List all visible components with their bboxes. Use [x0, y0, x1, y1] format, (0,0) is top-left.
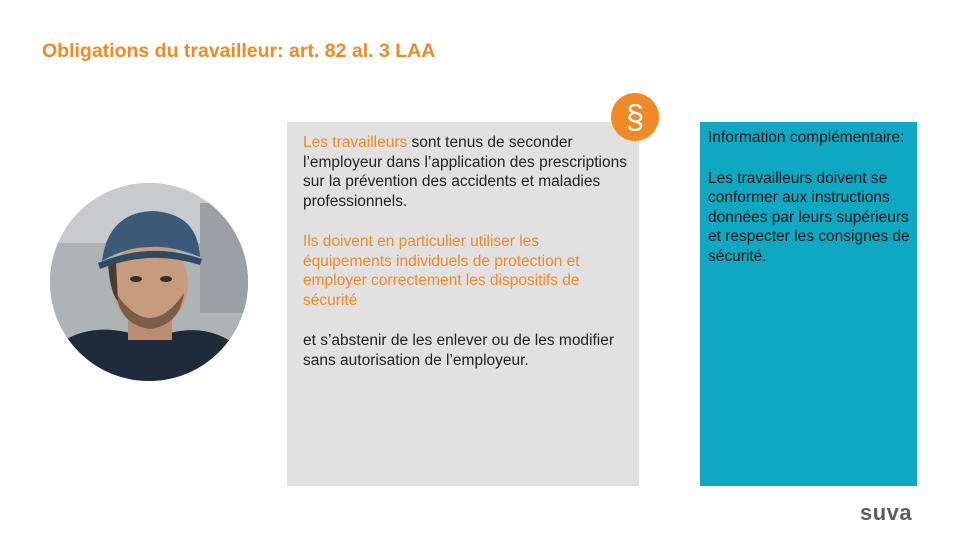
main-text	[303, 133, 628, 391]
paragraph-icon: §	[611, 93, 659, 141]
main-paragraph-2: Ils doivent en particulier utiliser les équipements individuels de protection et employer correctement les dispositifs de sécurité	[303, 233, 580, 309]
main-paragraph-3: et s’abstenir de les enlever ou de les modifier sans autorisation de l’employeur.	[303, 332, 615, 369]
main-paragraph-1	[303, 133, 628, 211]
main-paragraph-1-highlight: Les travailleurs	[303, 134, 408, 151]
worker-photo	[50, 183, 248, 381]
info-heading: Information complémentaire:	[708, 129, 905, 146]
info-text	[708, 128, 913, 287]
info-body: Les travailleurs doivent se conformer aux instructions données par leurs supérieurs et respecter les consignes de sécurité.	[708, 169, 910, 265]
main-paragraph-1-rest: sont tenus de seconder l’employeur dans l’application des prescriptions sur la prévention des accidents et maladies professionnels.	[303, 134, 627, 210]
slide-title: Obligations du travailleur: art. 82 al. 3 LAA	[42, 40, 436, 62]
suva-logo: suva	[860, 500, 913, 525]
